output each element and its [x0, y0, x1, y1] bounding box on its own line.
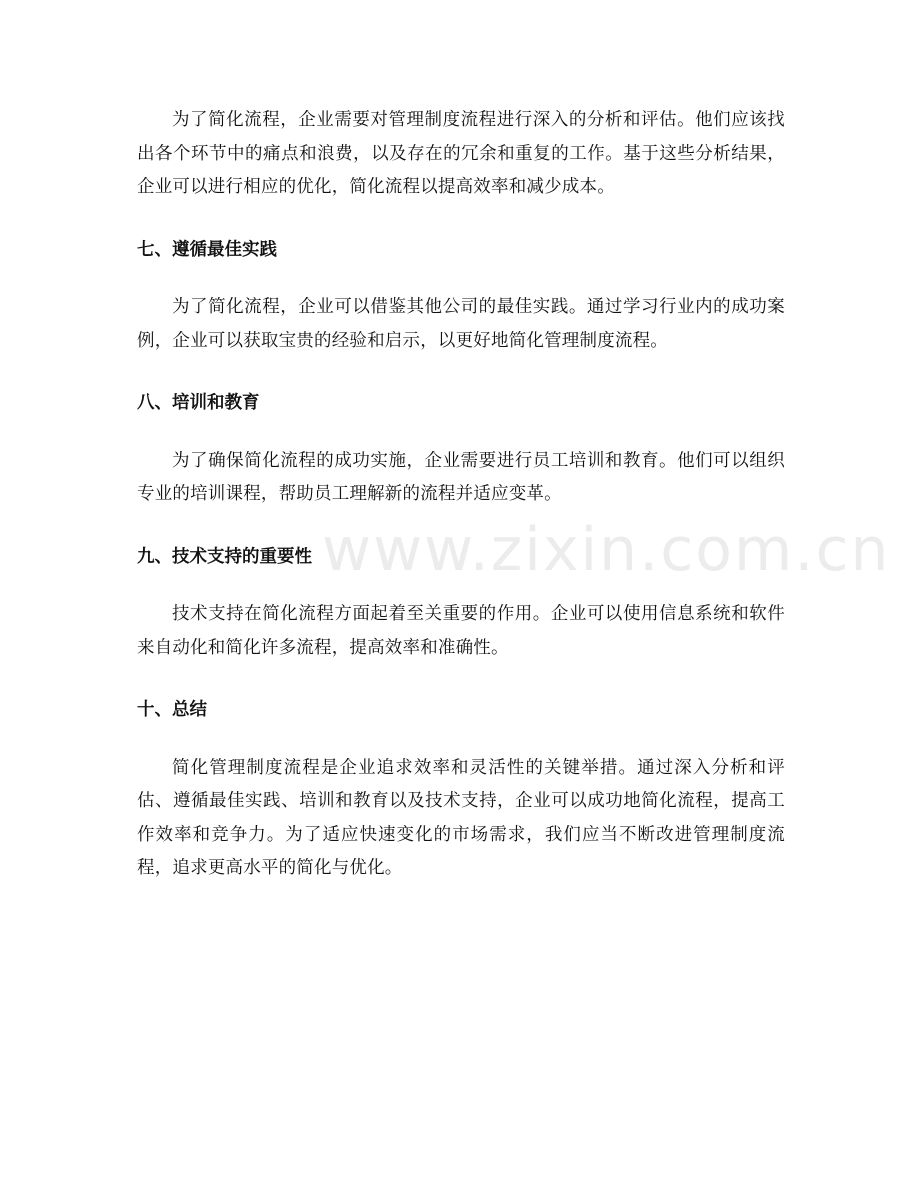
paragraph-summary: 简化管理制度流程是企业追求效率和灵活性的关键举措。通过深入分析和评估、遵循最佳实践、培训和教育以及技术支持，企业可以成功地简化流程，提高工作效率和竞争力。为了适应快速变化的市场需求，我们应当不断改进管理制度流程，追求更高水平的简化与优化。: [137, 757, 785, 878]
heading-training: 八、培训和教育: [137, 393, 260, 413]
heading-tech-support: 九、技术支持的重要性: [137, 546, 312, 567]
heading-summary: 十、总结: [137, 700, 207, 720]
watermark: www.zixin.com.cn: [322, 515, 891, 585]
document-body: [137, 104, 785, 886]
paragraph-tech-support: 技术支持在简化流程方面起着至关重要的作用。企业可以使用信息系统和软件来自动化和简化许多流程，提高效率和准确性。: [137, 604, 785, 658]
paragraph-training: 为了确保简化流程的成功实施，企业需要进行员工培训和教育。他们可以组织专业的培训课程，帮助员工理解新的流程并适应变革。: [137, 450, 785, 504]
paragraph-process-analysis: 为了简化流程，企业需要对管理制度流程进行深入的分析和评估。他们应该找出各个环节中的痛点和浪费，以及存在的冗余和重复的工作。基于这些分析结果，企业可以进行相应的优化，简化流程以提高效率和减少成本。: [137, 110, 785, 197]
heading-best-practice: 七、遵循最佳实践: [137, 239, 277, 260]
paragraph-best-practice: 为了简化流程，企业可以借鉴其他公司的最佳实践。通过学习行业内的成功案例，企业可以获取宝贵的经验和启示，以更好地简化管理制度流程。: [137, 297, 785, 351]
